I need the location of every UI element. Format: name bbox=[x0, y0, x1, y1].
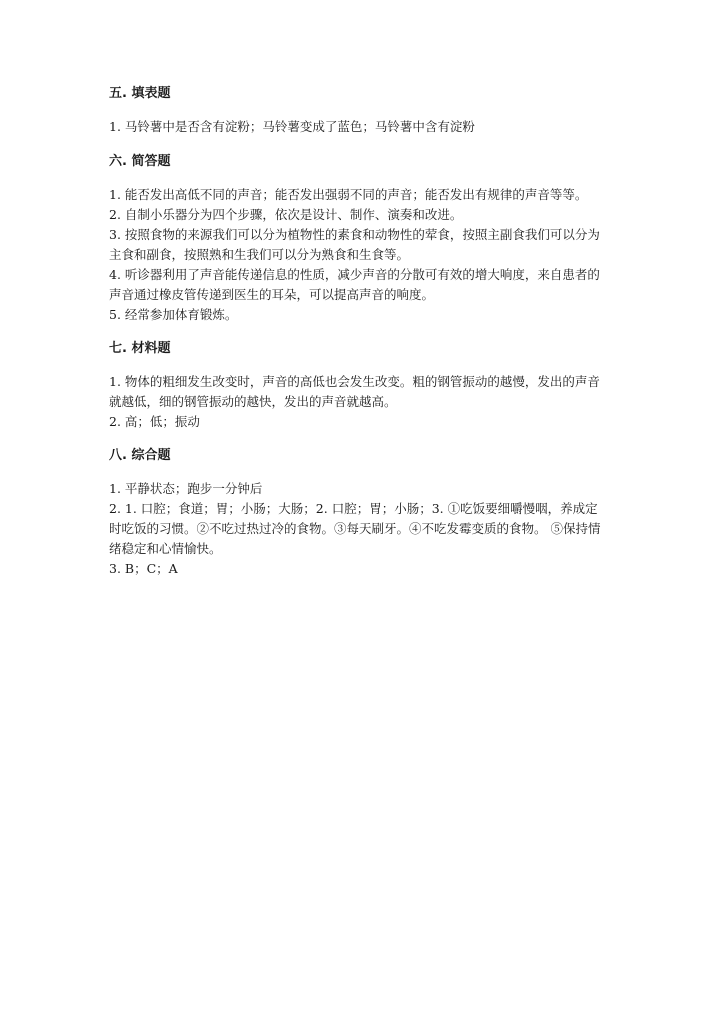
answer-item: 3. 按照食物的来源我们可以分为植物性的素食和动物性的荤食，按照主副食我们可以分为主食和副食，按照熟和生我们可以分为熟食和生食等。 bbox=[109, 227, 600, 262]
answer-item: 1. 平静状态；跑步一分钟后 bbox=[109, 481, 263, 496]
answer-document bbox=[109, 84, 609, 579]
answer-item: 5. 经常参加体育锻炼。 bbox=[109, 307, 238, 322]
answer-item: 2. 自制小乐器分为四个步骤，依次是设计、制作、演奏和改进。 bbox=[109, 207, 463, 222]
answer-list bbox=[109, 479, 609, 579]
answer-list bbox=[109, 372, 609, 432]
answer-list bbox=[109, 185, 609, 325]
answer-list bbox=[109, 117, 609, 137]
section-fill-table bbox=[109, 84, 609, 137]
answer-item: 2. 高；低；振动 bbox=[109, 414, 200, 429]
answer-item: 1. 能否发出高低不同的声音；能否发出强弱不同的声音；能否发出有规律的声音等等。 bbox=[109, 187, 588, 202]
section-heading: 八. 综合题 bbox=[109, 448, 171, 463]
section-comprehensive bbox=[109, 446, 609, 579]
section-short-answer bbox=[109, 152, 609, 325]
answer-item: 1. 物体的粗细发生改变时，声音的高低也会发生改变。粗的钢管振动的越慢，发出的声音就越低，细的钢管振动的越快，发出的声音就越高。 bbox=[109, 374, 600, 409]
answer-item: 4. 听诊器利用了声音能传递信息的性质，减少声音的分散可有效的增大响度，来自患者的声音通过橡皮管传递到医生的耳朵，可以提高声音的响度。 bbox=[109, 267, 600, 302]
section-heading: 七. 材料题 bbox=[109, 341, 171, 356]
section-heading: 五. 填表题 bbox=[109, 86, 171, 101]
answer-item: 2. 1. 口腔；食道；胃；小肠；大肠；2. 口腔；胃；小肠；3. ①吃饭要细嚼慢咽，养成定时吃饭的习惯。②不吃过热过冷的食物。③每天刷牙。④不吃发霉变质的食物。 ⑤保持情绪稳定和心情愉快。 bbox=[109, 501, 601, 556]
answer-item: 3. B；C；A bbox=[109, 561, 178, 576]
section-heading: 六. 简答题 bbox=[109, 154, 171, 169]
section-material bbox=[109, 339, 609, 432]
answer-item: 1. 马铃薯中是否含有淀粉；马铃薯变成了蓝色；马铃薯中含有淀粉 bbox=[109, 119, 475, 134]
